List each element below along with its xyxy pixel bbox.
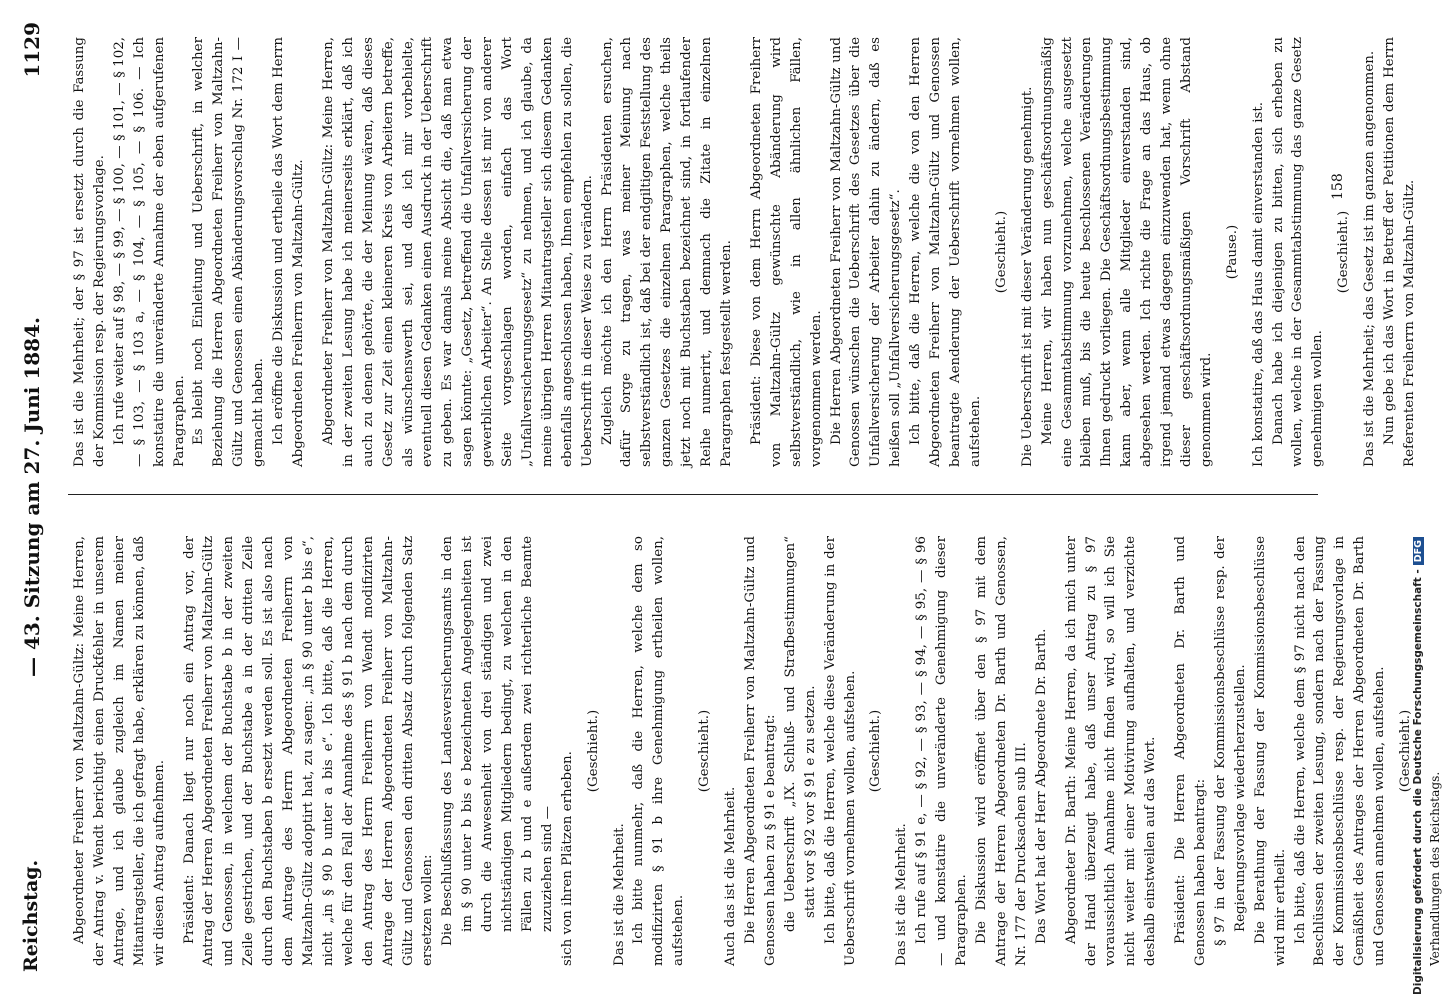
paragraph: Ich rufe auf § 91 e, — § 92, — § 93, — § 94, — § 95, — § 96 — und konstatire die unveränderte Genehmigung dieser Paragraphen.	[914, 536, 970, 966]
paragraph: Meine Herren, wir haben nun geschäftsordnungsmäßig eine Gesammtabstimmung vorzunehmen, welche ausgesetzt bleiben muß, bis die heute beschlossenen Veränderungen Ihnen gedruckt vorliegen. Die Geschäftsordnungsbestimmung kann aber, wenn alle Mitglieder einverstanden sind, abgesehen werden. Ich richte die Frage an das Haus, ob irgend jemand etwas dagegen einzuwenden hat, wenn ohne dieser geschäftsordnungsmäßigen Vorschrift Abstand genommen wird.	[1039, 37, 1214, 467]
credit-text: Digitalisierung gefördert durch die Deutsche Forschungsgemeinschaft -	[1412, 569, 1424, 995]
paragraph: Ich bitte, daß die Herren, welche diese Veränderung in der Ueberschrift vornehmen wollen, aufstehen.	[822, 536, 858, 966]
stage-direction: (Geschieht.)	[585, 709, 601, 793]
paragraph: Ich bitte nunmehr, daß die Herren, welche dem so modifizirten § 91 b ihre Genehmigung ertheilen wollen, aufstehen.	[631, 536, 687, 966]
quoted-motion: Die Beschlußfassung des Landesversicherungsamts in den im § 90 unter b bis e bezeichneten Angelegenheiten ist durch die Anwesenheit von drei ständigen und zwei nichtständigen Mitgliedern bedingt, zu welchen in den Fällen zu b und e außerdem zwei richterliche Beamte zuzuziehen sind —	[440, 536, 555, 946]
paragraph: Präsident: Danach liegt nur noch ein Antrag vor, der Antrag der Herren Abgeordneten Freiherr von Maltzahn-Gültz und Genossen, in welchem der Buchstabe b in der zweiten Zeile gestrichen, und der Buchstabe a in der dritten Zeile durch den Buchstaben b ersetzt werden soll. Es ist also nach dem Antrage des Herrn Abgeordneten Freiherrn von Maltzahn-Gültz adoptirt hat, zu sagen: „in § 90 unter b bis e“, nicht „in § 90 b unter a bis e“. Ich bitte, daß die Herren, welche für den Fall der Annahme des § 91 b nach dem durch den Antrag des Herrn Freiherrn von Wendt modifizirten Antrage der Herren Abgeordneten Freiherr von Maltzahn-Gültz und Genossen den dritten Absatz durch folgenden Satz ersetzen wollen:	[181, 536, 436, 966]
stage-direction: (Geschieht.)	[868, 709, 884, 793]
stage-direction: (Geschieht.)	[1336, 210, 1352, 294]
paragraph: Das ist die Mehrheit; das Gesetz ist im ganzen angenommen.	[1362, 50, 1378, 467]
dfg-logo: DFG	[1413, 537, 1424, 565]
paragraph: Die Herren Abgeordneten Freiherr von Maltzahn-Gültz und Genossen haben zu § 91 e beantragt:	[743, 536, 778, 966]
paragraph: Ich eröffne die Diskussion und ertheile das Wort dem Herrn Abgeordneten Freiherrn von Maltzahn-Gültz.	[271, 37, 306, 467]
paragraph: Es bleibt noch Einleitung und Ueberschrift, in welcher Beziehung die Herren Abgeordneten Freiherr von Maltzahn-Gültz und Genossen einen Abänderungsvorschlag Nr. 172 I — gemacht haben.	[191, 37, 267, 467]
paragraph: Abgeordneter Freiherr von Maltzahn-Gültz: Meine Herren, in der zweiten Lesung habe ich meinerseits erklärt, daß ich auch zu denen gehörte, die der Meinung wären, daß dieses Gesetz zur Zeit einen kleineren Kreis von Arbeitern betreffe, als wünschenswerth sei, und daß ich mir vorbehielte, eventuell diesen Gedanken einen Ausdruck in der Ueberschrift zu geben. Es war damals meine Absicht die, daß man etwa sagen könnte: „Gesetz, betreffend die Unfallversicherung der gewerblichen Arbeiter“. An Stelle dessen ist mir von anderer Seite vorgeschlagen worden, einfach das Wort „Unfallversicherungsgesetz“ zu nehmen, und ich glaube, da meine übrigen Herren Mitantragsteller sich diesem Gedanken ebenfalls angeschlossen haben, Ihnen empfehlen zu sollen, die Ueberschrift in dieser Weise zu verändern.	[320, 37, 595, 467]
paragraph: Die Diskussion wird eröffnet über den § 97 mit dem Antrage der Herren Abgeordneten Dr. Barth und Genossen, Nr. 177 der Drucksachen sub III.	[973, 536, 1029, 966]
running-head	[14, 22, 50, 972]
left-column	[70, 536, 1446, 966]
sheet-number: 158	[1330, 173, 1346, 200]
paragraph: Ich bitte, daß die Herren, welche die von den Herren Abgeordneten Freiherr von Maltzahn-Gültz und Genossen beantragte Aenderung der Ueberschrift vornehmen wollen, aufstehen.	[908, 37, 983, 467]
stage-direction: (Geschieht.)	[993, 210, 1009, 294]
paragraph: Die Berathung der Fassung der Kommissionsbeschlüsse wird mir ertheilt.	[1252, 536, 1288, 966]
paragraph: Das ist die Mehrheit.	[894, 823, 910, 966]
paragraph: Die Herren Abgeordneten Freiherr von Maltzahn-Gültz und Genossen wünschen die Ueberschrift des Gesetzes über die Unfallversicherung der Arbeiter dahin zu ändern, daß es heißen soll „Unfallversicherungsgesetz“.	[828, 37, 904, 467]
right-column	[70, 37, 1420, 467]
paragraph: Das Wort hat der Herr Abgeordnete Dr. Barth.	[1033, 628, 1049, 944]
paragraph: Zugleich möchte ich den Herrn Präsidenten ersuchen, dafür Sorge zu tragen, was meiner Meinung nach selbstverständlich ist, daß bei der endgiltigen Feststellung des ganzen Gesetzes die einzelnen Paragraphen, welche theils jetzt noch mit Buchstaben bezeichnet sind, in fortlaufender Reihe numerirt, und demnach die Zitate in einzelnen Paragraphen festgestellt werden.	[599, 37, 734, 467]
stage-direction: (Geschieht.)	[697, 709, 713, 793]
paragraph: Präsident: Diese von dem Herrn Abgeordneten Freiherr von Maltzahn-Gültz gewünschte Abänderung wird selbstverständlich, wie in allen ähnlichen Fällen, vorgenommen werden.	[748, 37, 824, 467]
quoted-motion: die Ueberschrift „IX. Schluß- und Strafbestimmungen“ statt vor § 92 vor § 91 e zu setzen.	[782, 536, 818, 932]
paragraph: Ich rufe weiter auf § 98, — § 99, — § 100, — § 101, — § 102, — § 103, — § 103 a, — § 104, — § 105, — § 106. — Ich konstatire die unveränderte Annahme der eben aufgerufenen Paragraphen.	[111, 37, 187, 467]
paragraph: Auch das ist die Mehrheit.	[723, 786, 739, 966]
paragraph: Danach habe ich diejenigen zu bitten, sich erheben zu wollen, welche in der Gesammtabstimmung das ganze Gesetz genehmigen wollen.	[1270, 37, 1326, 467]
paragraph: Abgeordneter Freiherr von Maltzahn-Gültz: Meine Herren, der Antrag v. Wendt berichtigt einen Druckfehler in unserem Antrage, und ich glaube zugleich im Namen meiner Mitantragsteller, die ich gefragt habe, erklären zu können, daß wir diesen Antrag aufnehmen.	[72, 536, 167, 966]
paragraph: Das ist die Mehrheit.	[611, 823, 627, 966]
header-left: Reichstag.	[20, 859, 42, 972]
paragraph: Nun gebe ich das Wort in Betreff der Petitionen dem Herrn Referenten Freiherrn von Maltzahn-Gültz.	[1382, 37, 1417, 467]
paragraph: Das ist die Mehrheit; der § 97 ist ersetzt durch die Fassung der Kommission resp. der Regierungsvorlage.	[72, 37, 107, 467]
stage-direction: (Pause.)	[1224, 224, 1240, 280]
footer-source: Verhandlungen des Reichstags.	[1428, 771, 1442, 966]
digitization-credit	[1390, 0, 1430, 1000]
header-page: 1129	[20, 22, 44, 78]
paragraph: sich von ihren Plätzen erheben.	[559, 751, 575, 966]
paragraph: Ich bitte, daß die Herren, welche dem § 97 nicht nach den Beschlüssen der zweiten Lesung, sondern nach der Fassung der Kommissionsbeschlüsse resp. der Regierungsvorlage in Gemäßheit des Antrages der Herren Abgeordneten Dr. Barth und Genossen annehmen wollen, aufstehen.	[1292, 536, 1388, 966]
stage-direction: (Geschieht.)	[1398, 709, 1414, 793]
paragraph: Präsident: Die Herren Abgeordneten Dr. Barth und Genossen haben beantragt:	[1173, 536, 1209, 966]
quoted-motion: § 97 in der Fassung der Kommissionsbeschlüsse resp. der Regierungsvorlage wiederherzustellen.	[1212, 536, 1248, 946]
paragraph: Ich konstatire, daß das Haus damit einverstanden ist.	[1250, 102, 1266, 467]
paragraph: Die Ueberschrift ist mit dieser Veränderung genehmigt.	[1019, 86, 1035, 467]
paragraph: Abgeordneter Dr. Barth: Meine Herren, da ich mich unter der Hand überzeugt habe, daß unser Antrag zu § 97 voraussichtlich Annahme nicht finden wird, so will ich Sie nicht weiter mit einer Motivirung aufhalten, und verzichte deshalb einstweilen auf das Wort.	[1063, 536, 1159, 966]
header-center: — 43. Sitzung am 27. Juni 1884.	[20, 317, 44, 677]
column-divider	[68, 494, 1318, 495]
